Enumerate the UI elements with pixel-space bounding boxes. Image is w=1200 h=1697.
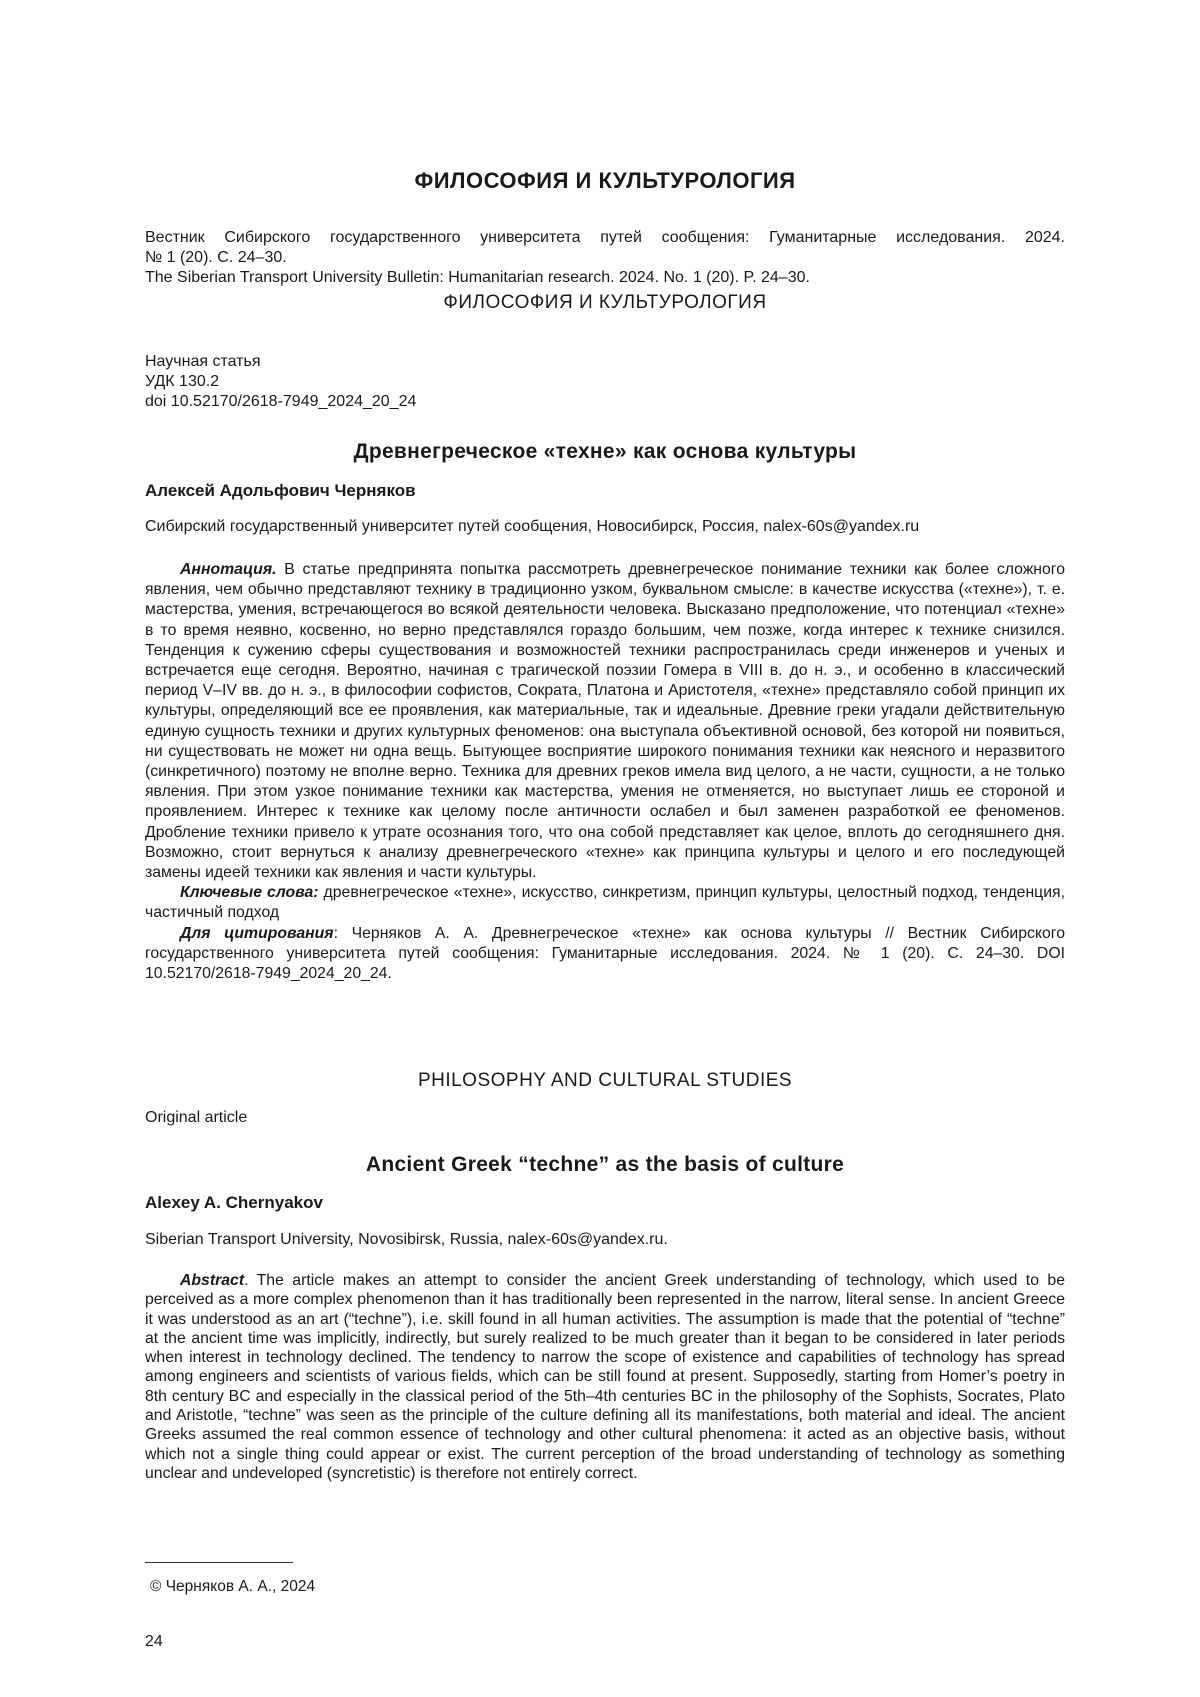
- abstract-ru-block: [145, 560, 1065, 984]
- journal-reference: [145, 228, 1065, 288]
- article-title-ru: Древнегреческое «техне» как основа культуры: [353, 440, 857, 463]
- affiliation-ru: Сибирский государственный университет путей сообщения, Новосибирск, Россия, nalex-60s@yandex.ru: [145, 518, 920, 535]
- citation-ru-text: : Черняков А. А. Древнегреческое «техне» как основа культуры // Вестник Сибирского государственного университета путей сообщения: Гуманитарные исследования. 2024. № 1 (20). С. 24–30. DOI 10.52170/2618-7949_2024_20_24.: [145, 924, 1065, 983]
- doi: doi 10.52170/2618-7949_2024_20_24: [145, 393, 417, 410]
- journal-reference-en: The Siberian Transport University Bulletin: Humanitarian research. 2024. No. 1 (20). P. 24–30.: [145, 269, 810, 286]
- citation-ru-label: Для цитирования: [180, 924, 334, 942]
- page-number: 24: [145, 1633, 163, 1650]
- journal-reference-ru-line1: Вестник Сибирского государственного университета путей сообщения: Гуманитарные исследования. 2024.: [145, 229, 1065, 246]
- article-meta-ru: [145, 352, 416, 412]
- keywords-ru-text: древнегреческое «техне», искусство, синкретизм, принцип культуры, целостный подход, тенденция, частичный подход: [145, 884, 1065, 922]
- citation-ru: [145, 924, 1065, 985]
- rubric-en: PHILOSOPHY AND CULTURAL STUDIES: [417, 1070, 793, 1091]
- abstract-en-text: . The article makes an attempt to consider the ancient Greek understanding of technology, which used to be perceived as a more complex phenomenon than it has traditionally been represented in the narrow, literal sense. In ancient Greece it was understood as an art (“techne”), i.e. skill found in all human activities. The assumption is made that the potential of “techne” at the ancient time was implicitly, indirectly, but surely realized to be much greater than it began to be considered in later periods when interest in technology declined. The tendency to narrow the scope of existence and capabilities of technology has spread among engineers and scientists of various fields, which can be still found at present. Supposedly, starting from Homer’s poetry in 8th century BC and especially in the classical period of the 5th–4th centuries BC in the philosophy of the Sophists, Socrates, Plato and Aristotle, “techne” was seen as the principle of the culture defining all its manifestations, both material and ideal. The ancient Greeks assumed the real common essence of technology and other cultural phenomena: it acted as an objective basis, without which not a single thing could appear or exist. The current perception of the broad understanding of technology as something unclear and undeveloped (syncretistic) is therefore not entirely correct.: [145, 1272, 1065, 1482]
- keywords-ru: [145, 883, 1065, 923]
- affiliation-en: Siberian Transport University, Novosibirsk, Russia, nalex-60s@yandex.ru.: [145, 1231, 668, 1248]
- article-page: [145, 0, 1065, 1697]
- abstract-en-label: Abstract: [180, 1272, 245, 1289]
- rubric-ru: ФИЛОСОФИЯ И КУЛЬТУРОЛОГИЯ: [443, 292, 767, 313]
- article-type-en: Original article: [145, 1109, 248, 1126]
- section-heading: ФИЛОСОФИЯ И КУЛЬТУРОЛОГИЯ: [414, 168, 796, 193]
- article-title-en: Ancient Greek “techne” as the basis of culture: [365, 1153, 845, 1176]
- abstract-en-block: [145, 1271, 1065, 1483]
- abstract-ru-text: В статье предпринята попытка рассмотреть древнегреческое понимание техники как более сложного явления, чем обычно представляют технику в традиционно узком, буквальном смысле: в качестве искусства («техне»), т. е. мастерства, умения, встречающегося во всякой деятельности человека. Высказано предположение, что потенциал «техне» в то время неявно, косвенно, но верно представлялся гораздо большим, чем позже, когда интерес к технике снизился. Тенденция к сужению сферы существования и возможностей техники распространилась среди инженеров и ученых и встречается еще сегодня. Вероятно, начиная с трагической поэзии Гомера в VIII в. до н. э., и особенно в классический период V–IV вв. до н. э., в философии софистов, Сократа, Платона и Аристотеля, «техне» представляло собой принцип их культуры, определяющий все ее проявления, как материальные, так и идеальные. Древние греки угадали действительную единую сущность техники и других культурных феноменов: она выступала объективной основой, без которой ни появиться, ни существовать не может ни одна вещь. Бытующее восприятие широкого понимания техники как неясного и неразвитого (синкретичного) поэтому не вполне верно. Техника для древних греков имела вид целого, а не части, сущности, а не только явления. При этом узкое понимание техники как мастерства, умения не отменяется, но выступает лишь ее стороной и проявлением. Интерес к технике как целому после античности ослабел и был заменен разработкой ее феноменов. Дробление техники привело к утрате осознания того, что она собой представляет как целое, вплоть до сегодняшнего дня. Возможно, стоит вернуться к анализу древнегреческого «техне» как принципа культуры и целого и его последующей замены идеей техники как явления и части культуры.: [145, 561, 1065, 882]
- author-name-ru: Алексей Адольфович Черняков: [145, 481, 416, 500]
- abstract-ru: [145, 560, 1065, 883]
- abstract-ru-label: Аннотация.: [180, 561, 277, 578]
- keywords-ru-label: Ключевые слова:: [180, 884, 319, 902]
- footnote-divider: [145, 1562, 293, 1563]
- copyright-footnote: © Черняков А. А., 2024: [150, 1578, 316, 1595]
- abstract-en: [145, 1271, 1065, 1483]
- udc-code: УДК 130.2: [145, 373, 220, 390]
- article-type-ru: Научная статья: [145, 353, 261, 370]
- author-name-en: Alexey A. Chernyakov: [145, 1193, 323, 1212]
- journal-reference-ru-line2: № 1 (20). С. 24–30.: [145, 249, 287, 266]
